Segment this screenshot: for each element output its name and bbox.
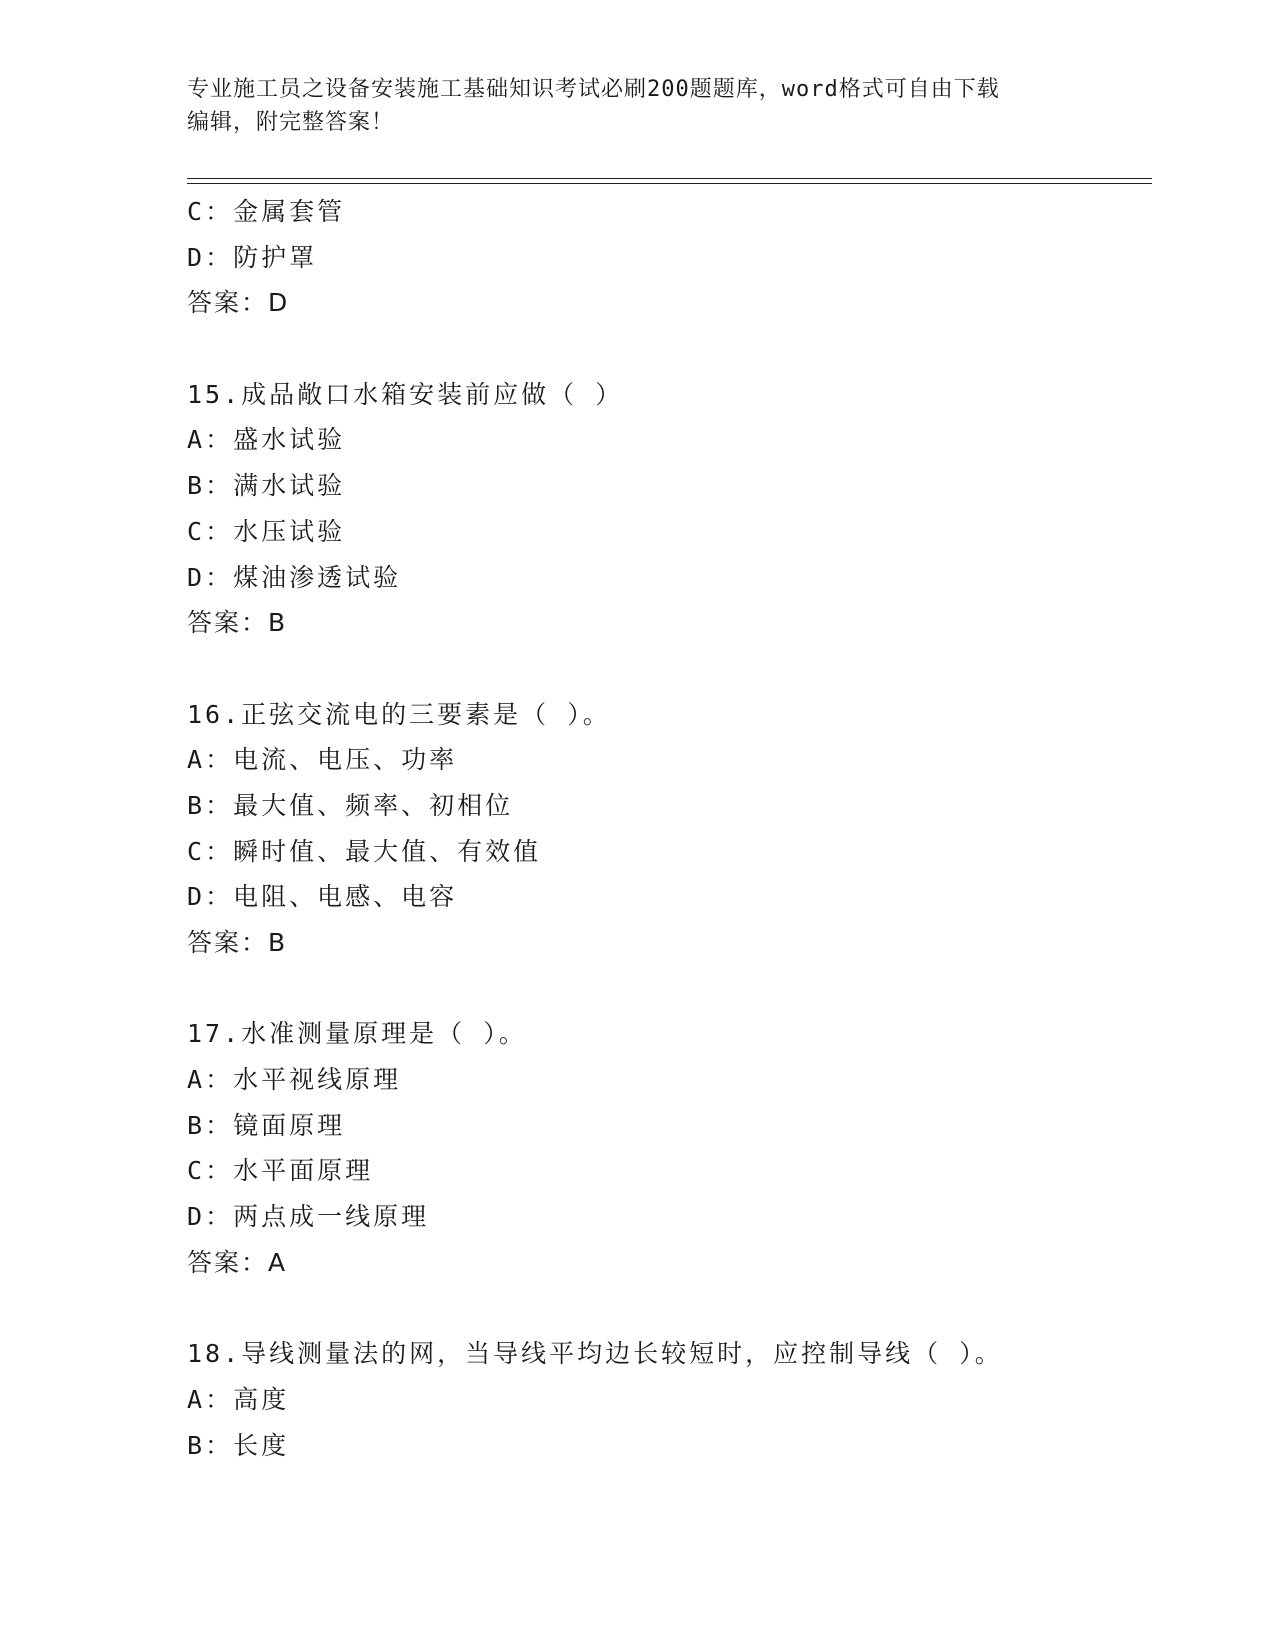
answer-value: B [268, 608, 286, 638]
question-list [187, 189, 1147, 1468]
option-c: C：水平面原理 [187, 1156, 374, 1186]
option-letter: B [187, 471, 206, 501]
question-17 [187, 1011, 1147, 1285]
option-letter: A [187, 1384, 206, 1414]
question-18 [187, 1331, 1147, 1468]
option-d: D：电阻、电感、电容 [187, 882, 458, 912]
option-text: 电流、电压、功率 [233, 745, 458, 775]
spacer [187, 646, 1147, 692]
question-stem: 17.水准测量原理是（ ）。 [187, 1019, 527, 1049]
option-text: 高度 [233, 1384, 290, 1414]
option-text: 防护罩 [233, 242, 318, 272]
option-letter: D [187, 1202, 206, 1232]
option-letter: B [187, 1430, 206, 1460]
option-c: C：水压试验 [187, 516, 346, 546]
question-stem: 15.成品敞口水箱安装前应做（ ） [187, 379, 624, 409]
answer-label: 答案： [187, 928, 269, 957]
question-stem: 16.正弦交流电的三要素是（ ）。 [187, 699, 611, 729]
answer-label: 答案： [187, 608, 269, 638]
option-b: B：镜面原理 [187, 1110, 346, 1140]
document-header [187, 73, 1087, 139]
option-letter: B [187, 1110, 206, 1140]
option-text: 水平视线原理 [233, 1065, 402, 1095]
option-letter: C [187, 1156, 206, 1186]
answer-value: D [268, 288, 288, 318]
answer-line [187, 600, 1147, 646]
partial-question [187, 189, 1147, 326]
answer-label: 答案： [187, 288, 269, 318]
header-divider-top [187, 178, 1152, 179]
answer-label: 答案： [187, 1247, 269, 1277]
option-text: 长度 [233, 1430, 290, 1460]
option-text: 水平面原理 [233, 1156, 374, 1186]
option-a: A：高度 [187, 1384, 290, 1414]
option-letter: D [187, 242, 206, 272]
option-text: 最大值、频率、初相位 [233, 790, 514, 820]
answer-value: B [268, 928, 286, 957]
option-letter: C [187, 197, 206, 226]
option-letter: C [187, 516, 206, 546]
header-divider-bottom [187, 183, 1152, 184]
question-stem: 18.导线测量法的网，当导线平均边长较短时，应控制导线（ ）。 [187, 1339, 1003, 1369]
option-c: C：瞬时值、最大值、有效值 [187, 836, 542, 866]
option-text: 瞬时值、最大值、有效值 [233, 836, 542, 866]
option-letter: A [187, 745, 206, 775]
answer-line [187, 280, 1147, 326]
option-text: 镜面原理 [233, 1110, 346, 1140]
option-text: 金属套管 [233, 197, 346, 226]
option-b: B：长度 [187, 1430, 290, 1460]
option-text: 盛水试验 [233, 425, 346, 455]
option-text: 煤油渗透试验 [233, 562, 402, 592]
option-text: 电阻、电感、电容 [233, 882, 458, 912]
header-title-line-2: 编辑，附完整答案！ [187, 110, 395, 135]
option-text: 两点成一线原理 [233, 1202, 430, 1232]
option-letter: A [187, 425, 206, 455]
option-d: D：两点成一线原理 [187, 1202, 430, 1232]
spacer [187, 1286, 1147, 1332]
option-a: A：水平视线原理 [187, 1065, 402, 1095]
question-16 [187, 692, 1147, 966]
question-15 [187, 372, 1147, 646]
answer-value: A [268, 1247, 286, 1277]
answer-line [187, 1240, 1147, 1286]
spacer [187, 966, 1147, 1012]
option-a: A：盛水试验 [187, 425, 346, 455]
option-b: B：最大值、频率、初相位 [187, 790, 514, 820]
header-title-line-1: 专业施工员之设备安装施工基础知识考试必刷200题题库，word格式可自由下载 [187, 77, 1000, 102]
option-c: C：金属套管 [187, 197, 346, 226]
option-letter: B [187, 790, 206, 820]
spacer [187, 326, 1147, 372]
option-text: 水压试验 [233, 516, 346, 546]
option-letter: D [187, 562, 206, 592]
option-letter: D [187, 882, 206, 912]
option-letter: C [187, 836, 206, 866]
option-b: B：满水试验 [187, 471, 346, 501]
option-text: 满水试验 [233, 471, 346, 501]
answer-line [187, 920, 1147, 966]
option-letter: A [187, 1065, 206, 1095]
option-d: D：煤油渗透试验 [187, 562, 402, 592]
option-a: A：电流、电压、功率 [187, 745, 458, 775]
option-d: D：防护罩 [187, 242, 318, 272]
